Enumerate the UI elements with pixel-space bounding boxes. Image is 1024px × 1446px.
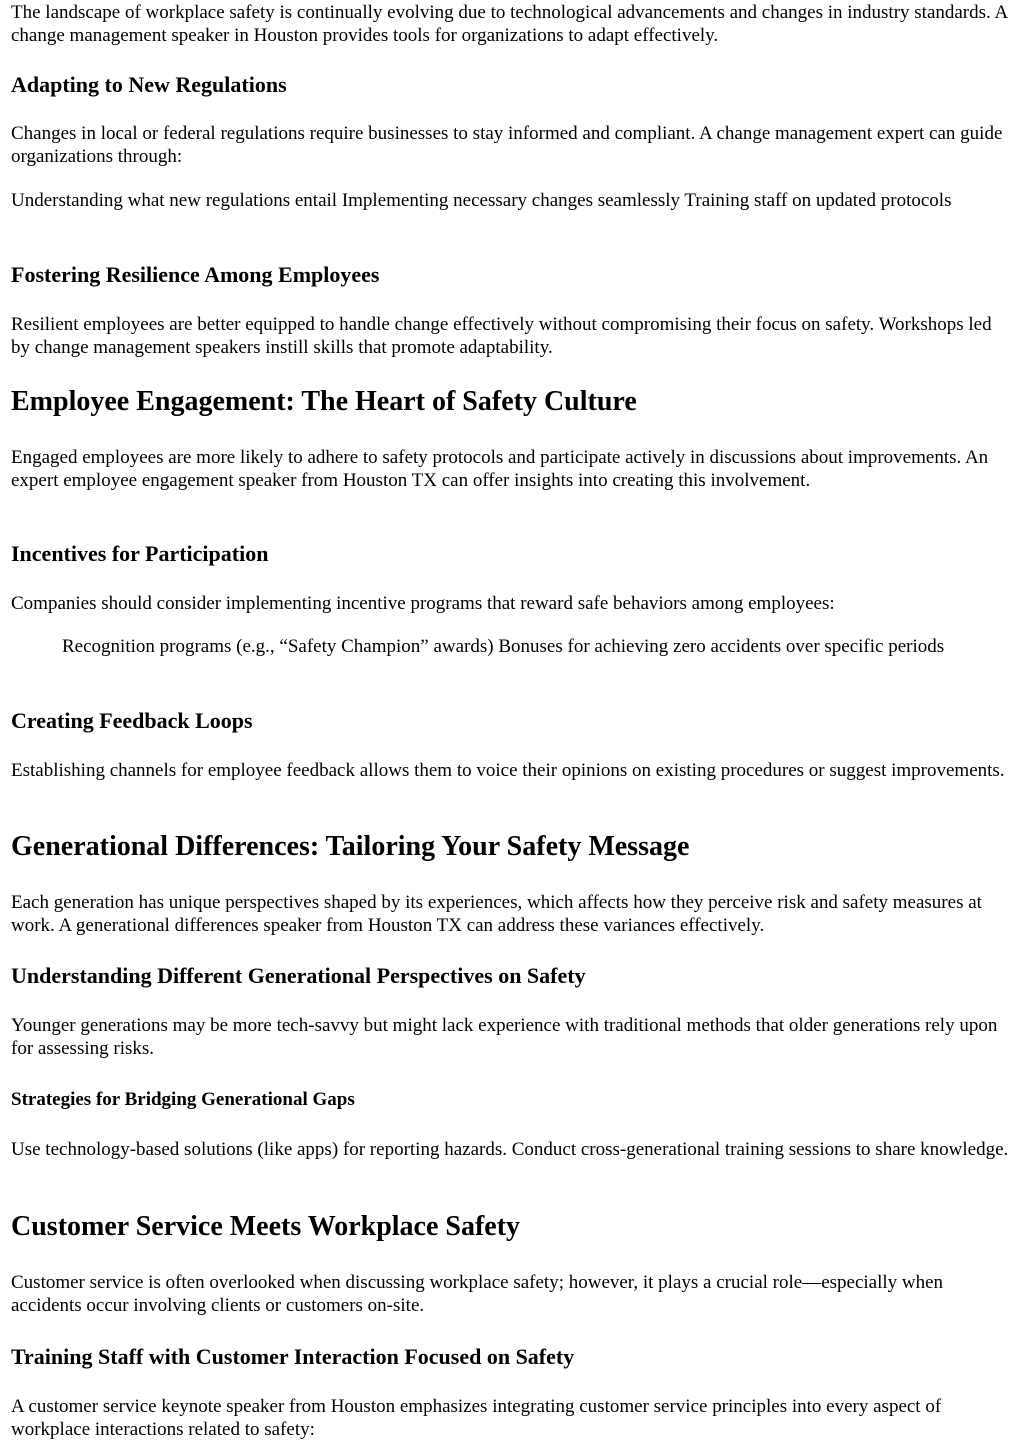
paragraph-feedback: Establishing channels for employee feedback allows them to voice their opinions on existing procedures or suggest improvements. <box>11 760 1005 781</box>
heading-incentives: Incentives for Participation <box>11 541 269 566</box>
paragraph-regulations: Changes in local or federal regulations require businesses to stay informed and compliant. A change management expert can guide organizations through: <box>11 123 1003 167</box>
paragraph-intro: The landscape of workplace safety is continually evolving due to technological advancements and changes in industry standards. A change management speaker in Houston provides tools for organizations to adapt effectively. <box>11 2 1008 46</box>
paragraph-engagement: Engaged employees are more likely to adhere to safety protocols and participate actively in discussions about improvements. An expert employee engagement speaker from Houston TX can offer insights into creating this involvement. <box>11 447 989 491</box>
paragraph-regulations-list: Understanding what new regulations entail Implementing necessary changes seamlessly Training staff on updated protocols <box>11 190 952 211</box>
heading-fostering-resilience: Fostering Resilience Among Employees <box>11 262 380 287</box>
paragraph-incentives-list: Recognition programs (e.g., “Safety Champion” awards) Bonuses for achieving zero accidents over specific periods <box>62 636 945 657</box>
heading-bridging-gaps: Strategies for Bridging Generational Gaps <box>11 1089 355 1110</box>
heading-generational-differences: Generational Differences: Tailoring Your Safety Message <box>11 831 690 862</box>
paragraph-perspectives: Younger generations may be more tech-savvy but might lack experience with traditional methods that older generations rely upon for assessing risks. <box>11 1015 998 1059</box>
heading-customer-service: Customer Service Meets Workplace Safety <box>11 1211 521 1242</box>
heading-training-staff: Training Staff with Customer Interaction Focused on Safety <box>11 1344 575 1369</box>
paragraph-generations: Each generation has unique perspectives shaped by its experiences, which affects how they perceive risk and safety measures at work. A generational differences speaker from Houston TX can address these variances effectively. <box>11 892 982 936</box>
heading-employee-engagement: Employee Engagement: The Heart of Safety Culture <box>11 386 637 417</box>
paragraph-training-staff: A customer service keynote speaker from Houston emphasizes integrating customer service principles into every aspect of workplace interactions related to safety: <box>11 1396 942 1440</box>
heading-generational-perspectives: Understanding Different Generational Perspectives on Safety <box>11 963 586 988</box>
paragraph-customer-service: Customer service is often overlooked when discussing workplace safety; however, it plays a crucial role—especially when accidents occur involving clients or customers on-site. <box>11 1272 944 1316</box>
paragraph-bridging: Use technology-based solutions (like apps) for reporting hazards. Conduct cross-generational training sessions to share knowledge. <box>11 1139 1009 1160</box>
paragraph-resilience: Resilient employees are better equipped to handle change effectively without compromising their focus on safety. Workshops led by change management speakers instill skills that promote adaptability. <box>11 314 992 358</box>
paragraph-incentives: Companies should consider implementing incentive programs that reward safe behaviors among employees: <box>11 593 835 614</box>
heading-adapting-regulations: Adapting to New Regulations <box>11 72 287 97</box>
heading-feedback-loops: Creating Feedback Loops <box>11 708 253 733</box>
